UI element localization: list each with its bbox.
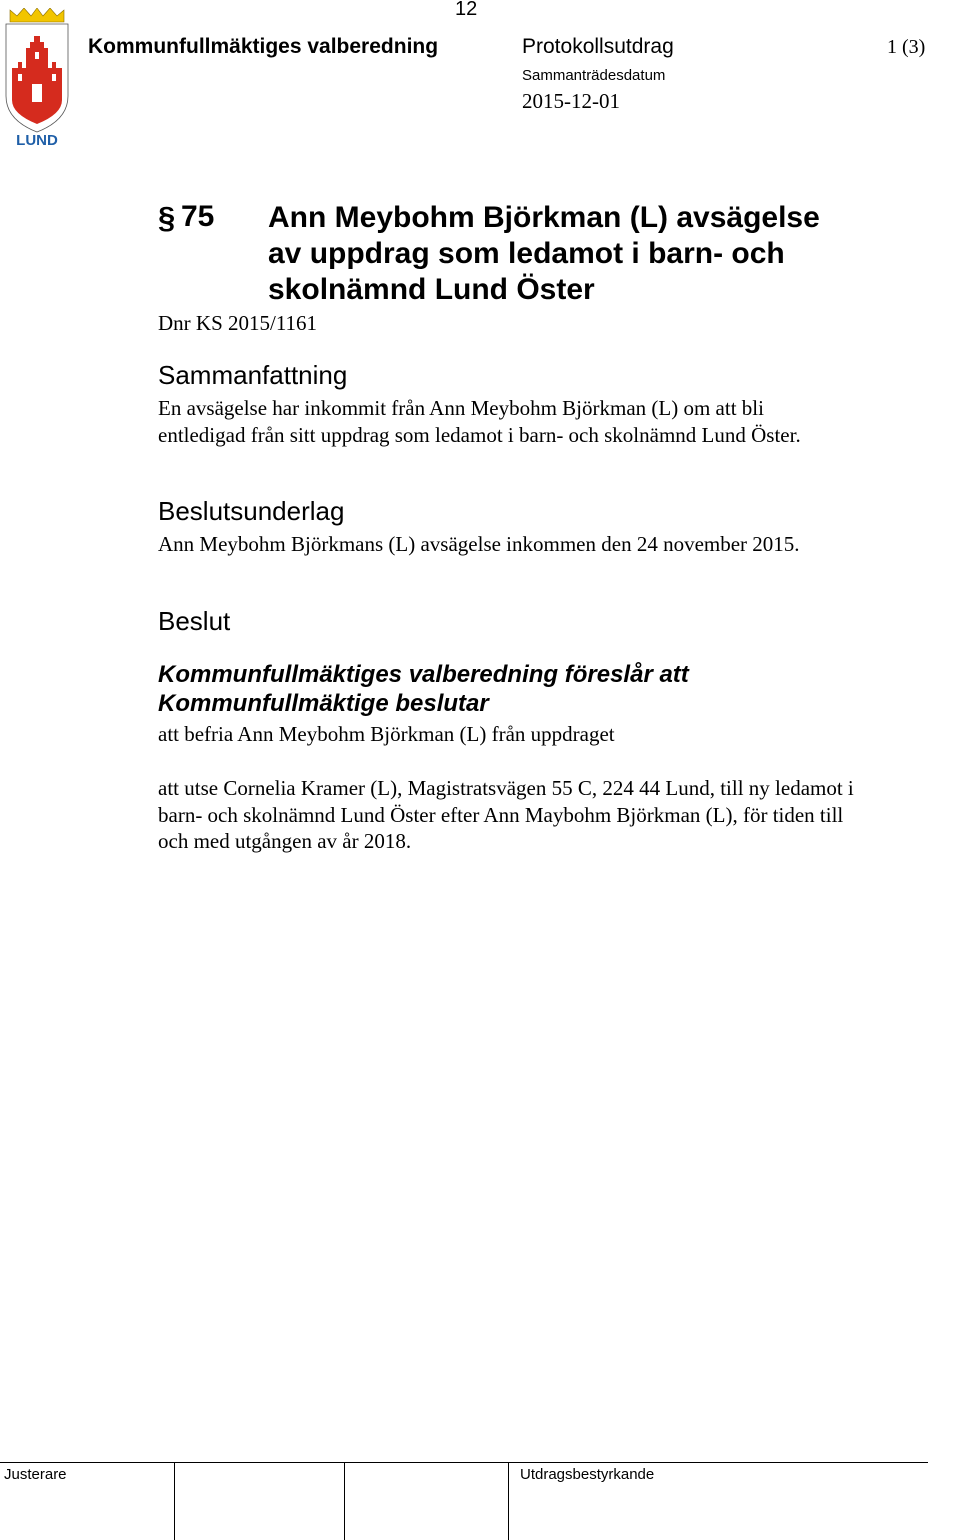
sammanfattning-text: En avsägelse har inkommit från Ann Meybohm Björkman (L) om att bli entledigad från sitt uppdrag som ledamot i barn- och skolnämnd Lund Öster. <box>158 396 801 447</box>
title-line: Ann Meybohm Björkman (L) avsägelse <box>268 201 820 234</box>
section-number: 75 <box>181 200 215 233</box>
beslut-heading: Beslut <box>158 606 231 636</box>
header-doc-type: Protokollsutdrag <box>522 35 674 58</box>
section-mark: § <box>158 200 176 235</box>
footer-column-divider <box>344 1462 345 1540</box>
proposal-line: Kommunfullmäktige beslutar <box>158 690 489 717</box>
footer-justerare-label: Justerare <box>4 1466 67 1483</box>
title-line: av uppdrag som ledamot i barn- och <box>268 237 785 270</box>
page-number: 12 <box>455 0 478 20</box>
beslutsunderlag-text: Ann Meybohm Björkmans (L) avsägelse inkommen den 24 november 2015. <box>158 532 800 556</box>
lund-coat-of-arms-icon <box>4 8 70 148</box>
footer-column-divider <box>174 1462 175 1540</box>
page-title <box>268 200 820 308</box>
header-date-label: Sammanträdesdatum <box>522 67 666 84</box>
beslutsunderlag-heading: Beslutsunderlag <box>158 496 345 526</box>
header-org-name: Kommunfullmäktiges valberedning <box>88 35 439 58</box>
dnr-reference: Dnr KS 2015/1161 <box>158 311 318 335</box>
footer-column-divider <box>508 1462 509 1540</box>
header-page-count: 1 (3) <box>887 36 926 58</box>
footer-divider <box>0 1462 928 1463</box>
title-line: skolnämnd Lund Öster <box>268 273 595 306</box>
decision-item: att utse Cornelia Kramer (L), Magistratsvägen 55 C, 224 44 Lund, till ny ledamot i barn- och skolnämnd Lund Öster efter Ann Maybohm Björkman (L), för tiden till och med utgången av år 2018. <box>158 776 854 853</box>
decision-item: att befria Ann Meybohm Björkman (L) från uppdraget <box>158 722 615 746</box>
sammanfattning-heading: Sammanfattning <box>158 360 348 390</box>
proposal-line: Kommunfullmäktiges valberedning föreslår att <box>158 661 689 688</box>
footer-utdragsbestyrkande-label: Utdragsbestyrkande <box>520 1466 655 1483</box>
header-date-value: 2015-12-01 <box>522 89 620 113</box>
logo-text: LUND <box>16 132 58 148</box>
